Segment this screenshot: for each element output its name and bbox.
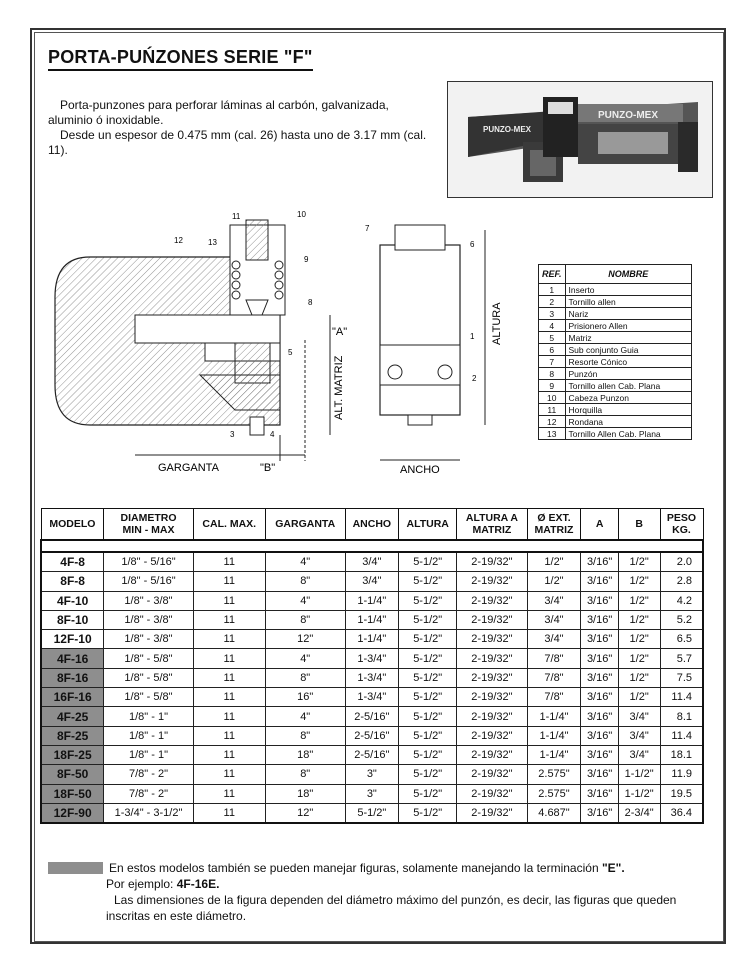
spec-cell: 2-19/32" [457,668,527,687]
spec-cell: 5-1/2" [345,803,398,823]
spec-cell: 1/8" - 5/8" [104,668,193,687]
spec-cell: 5-1/2" [399,745,457,764]
spec-cell: 1/2" [618,610,660,629]
spec-header: ALTURA A MATRIZ [457,509,527,541]
spec-cell: 8" [265,765,345,784]
shade-legend-swatch [48,862,103,874]
spec-cell: 1-1/2" [618,765,660,784]
callout-2: 2 [472,374,477,383]
spec-cell: 1/8" - 3/8" [104,591,193,610]
ref-row [539,368,692,380]
photo-brand-label-2: PUNZO-MEX [483,125,531,134]
spec-row [41,688,703,707]
ref-number: 9 [539,380,566,392]
spec-cell: 11 [193,591,265,610]
ref-number: 2 [539,296,566,308]
spec-cell: 1/8" - 5/16" [104,552,193,572]
spec-cell: 1/2" [618,649,660,668]
spec-cell: 2-19/32" [457,572,527,591]
spec-cell: 3/4" [345,572,398,591]
spec-cell: 3/4" [618,726,660,745]
callout-11: 11 [232,212,241,221]
model-cell: 4F-8 [41,552,104,572]
ref-name: Rondana [565,416,691,428]
page-title: PORTA-PUŃZONES SERIE "F" [48,47,313,71]
spec-cell: 1/2" [618,668,660,687]
ref-name: Tornillo allen [565,296,691,308]
spec-cell: 2.575" [527,765,581,784]
ref-row [539,404,692,416]
model-cell: 8F-50 [41,765,104,784]
model-cell: 18F-25 [41,745,104,764]
callout-8: 8 [308,298,313,307]
spec-cell: 4" [265,591,345,610]
spec-cell: 1-1/4" [345,591,398,610]
spec-cell: 4" [265,707,345,726]
ref-number: 3 [539,308,566,320]
spec-cell: 3/16" [581,572,618,591]
ref-name: Punzón [565,368,691,380]
peso-cell: 36.4 [660,803,703,823]
intro-text [48,98,428,158]
intro-paragraph-1: Porta-punzones para perforar láminas al carbón, galvanizada, aluminio ó inoxidable. [48,98,389,127]
model-cell: 8F-10 [41,610,104,629]
peso-cell: 5.7 [660,649,703,668]
spec-cell: 7/8" [527,668,581,687]
callout-5: 5 [288,348,293,357]
ref-number: 11 [539,404,566,416]
spec-cell: 1/8" - 1" [104,745,193,764]
model-cell: 12F-90 [41,803,104,823]
spec-cell: 5-1/2" [399,572,457,591]
spec-header: PESO KG. [660,509,703,541]
spec-cell: 7/8" - 2" [104,765,193,784]
callout-12: 12 [174,236,183,245]
spec-cell: 1/8" - 5/8" [104,688,193,707]
ref-name: Horquilla [565,404,691,416]
spec-cell: 5-1/2" [399,784,457,803]
spec-cell: 16" [265,688,345,707]
note-example: 4F-16E. [176,877,220,891]
ref-row [539,380,692,392]
spec-cell: 3/4" [618,745,660,764]
ref-number: 13 [539,428,566,440]
peso-cell: 5.2 [660,610,703,629]
spec-cell: 1-3/4" [345,649,398,668]
spec-cell: 2-19/32" [457,610,527,629]
spec-cell: 1-1/4" [345,630,398,649]
spec-row [41,765,703,784]
spec-cell: 11 [193,784,265,803]
model-cell: 12F-10 [41,630,104,649]
ref-number: 5 [539,332,566,344]
spec-cell: 3/16" [581,591,618,610]
spec-cell: 1/2" [618,630,660,649]
spec-cell: 11 [193,630,265,649]
spec-cell: 8" [265,610,345,629]
spec-cell: 1/8" - 3/8" [104,610,193,629]
spec-cell: 2-19/32" [457,745,527,764]
spec-cell: 8" [265,726,345,745]
spec-cell: 12" [265,630,345,649]
spec-cell: 2-19/32" [457,707,527,726]
ref-row [539,416,692,428]
ref-number: 10 [539,392,566,404]
callout-9: 9 [304,255,309,264]
spec-cell: 3/16" [581,803,618,823]
peso-cell: 6.5 [660,630,703,649]
spec-cell: 1/8" - 3/8" [104,630,193,649]
ref-name: Nariz [565,308,691,320]
label-ancho: ANCHO [400,464,440,476]
spec-row [41,630,703,649]
spec-cell: 1/8" - 5/16" [104,572,193,591]
note-example-prefix: Por ejemplo: [106,877,174,891]
ref-number: 4 [539,320,566,332]
peso-cell: 18.1 [660,745,703,764]
spec-cell: 3/4" [527,610,581,629]
ref-name: Cabeza Punzon [565,392,691,404]
ref-header: REF. [539,265,566,284]
spec-cell: 1/2" [618,688,660,707]
model-cell: 4F-16 [41,649,104,668]
spec-cell: 3/4" [527,630,581,649]
ref-row [539,320,692,332]
spec-cell: 4" [265,552,345,572]
model-cell: 8F-16 [41,668,104,687]
specifications-table [40,508,704,824]
spec-cell: 7/8" - 2" [104,784,193,803]
spec-cell: 3" [345,765,398,784]
ref-name: Resorte Cónico [565,356,691,368]
peso-cell: 2.8 [660,572,703,591]
spec-cell: 7/8" [527,688,581,707]
spec-cell: 8" [265,572,345,591]
ref-row [539,296,692,308]
spec-cell: 1/2" [618,591,660,610]
spec-header: CAL. MAX. [193,509,265,541]
spec-row [41,591,703,610]
spec-cell: 2-19/32" [457,649,527,668]
label-garganta: GARGANTA [158,462,219,474]
spec-cell: 1-3/4" [345,688,398,707]
ref-row [539,308,692,320]
spec-cell: 5-1/2" [399,726,457,745]
spec-cell: 11 [193,610,265,629]
spec-cell: 1/2" [618,572,660,591]
spec-cell: 2-19/32" [457,591,527,610]
spec-row [41,726,703,745]
spec-cell: 2-19/32" [457,726,527,745]
spec-cell: 3/16" [581,745,618,764]
ref-name: Inserto [565,284,691,296]
technical-drawing [50,205,530,480]
callout-10: 10 [297,210,306,219]
spec-cell: 2-19/32" [457,803,527,823]
spec-cell: 2-19/32" [457,784,527,803]
spec-cell: 1/8" - 1" [104,726,193,745]
spec-cell: 2.575" [527,784,581,803]
ref-name: Matriz [565,332,691,344]
model-cell: 16F-16 [41,688,104,707]
note-term: "E". [601,861,625,875]
spec-cell: 5-1/2" [399,803,457,823]
spec-cell: 2-19/32" [457,630,527,649]
spec-row [41,552,703,572]
peso-cell: 4.2 [660,591,703,610]
spec-row [41,803,703,823]
ref-row [539,356,692,368]
spec-cell: 11 [193,552,265,572]
footnote [48,860,688,924]
spec-cell: 5-1/2" [399,552,457,572]
note-line-3: Las dimensiones de la figura dependen del diámetro máximo del punzón, es decir, las figuras que queden inscritas en este diámetro. [106,893,677,923]
spec-row [41,707,703,726]
spec-cell: 5-1/2" [399,707,457,726]
peso-cell: 11.4 [660,688,703,707]
spec-cell: 2-19/32" [457,765,527,784]
callout-1: 1 [470,332,475,341]
parts-reference-table [538,264,692,440]
peso-cell: 11.4 [660,726,703,745]
spec-cell: 11 [193,688,265,707]
ref-row [539,284,692,296]
ref-number: 8 [539,368,566,380]
spec-cell: 18" [265,745,345,764]
spec-cell: 11 [193,803,265,823]
spec-header: GARGANTA [265,509,345,541]
spec-cell: 8" [265,668,345,687]
ref-number: 12 [539,416,566,428]
model-cell: 4F-10 [41,591,104,610]
spec-cell: 3/4" [345,552,398,572]
spec-cell: 2-3/4" [618,803,660,823]
peso-cell: 8.1 [660,707,703,726]
spec-cell: 3/16" [581,649,618,668]
spec-cell: 5-1/2" [399,591,457,610]
nombre-header: NOMBRE [565,265,691,284]
spec-cell: 1-1/4" [527,745,581,764]
photo-brand-label: PUNZO-MEX [598,110,658,121]
peso-cell: 11.9 [660,765,703,784]
label-a: "A" [332,326,348,338]
spec-cell: 11 [193,668,265,687]
spec-cell: 1/2" [527,552,581,572]
callout-7: 7 [365,224,370,233]
spec-cell: 1-1/4" [345,610,398,629]
callout-13: 13 [208,238,217,247]
spec-cell: 1-1/4" [527,726,581,745]
spec-cell: 5-1/2" [399,649,457,668]
spec-cell: 1-3/4" [345,668,398,687]
spec-cell: 18" [265,784,345,803]
spec-cell: 2-19/32" [457,688,527,707]
spec-row [41,784,703,803]
spec-cell: 1/8" - 1" [104,707,193,726]
peso-cell: 2.0 [660,552,703,572]
ref-name: Tornillo allen Cab. Plana [565,380,691,392]
peso-cell: 19.5 [660,784,703,803]
spec-header: Ø EXT. MATRIZ [527,509,581,541]
ref-row [539,428,692,440]
spec-cell: 3/16" [581,707,618,726]
spec-cell: 3/16" [581,552,618,572]
spec-cell: 3/16" [581,765,618,784]
spec-cell: 3/16" [581,630,618,649]
model-cell: 8F-8 [41,572,104,591]
spec-header: B [618,509,660,541]
ref-row [539,332,692,344]
spec-cell: 2-5/16" [345,707,398,726]
spec-cell: 3/16" [581,784,618,803]
spec-cell: 3/16" [581,610,618,629]
peso-cell: 7.5 [660,668,703,687]
ref-number: 6 [539,344,566,356]
spec-cell: 1-3/4" - 3-1/2" [104,803,193,823]
spec-cell: 2-19/32" [457,552,527,572]
spec-cell: 3/16" [581,668,618,687]
spec-cell: 4.687" [527,803,581,823]
ref-row [539,392,692,404]
spec-cell: 5-1/2" [399,610,457,629]
spec-row [41,668,703,687]
spec-cell: 11 [193,745,265,764]
spec-cell: 3" [345,784,398,803]
spec-cell: 1-1/2" [618,784,660,803]
spec-cell: 3/4" [618,707,660,726]
spec-cell: 7/8" [527,649,581,668]
model-cell: 4F-25 [41,707,104,726]
spec-cell: 11 [193,726,265,745]
spec-row [41,649,703,668]
spec-header: A [581,509,618,541]
spec-header: MODELO [41,509,104,541]
spec-header: ALTURA [399,509,457,541]
ref-name: Tornillo Allen Cab. Plana [565,428,691,440]
spec-cell: 1/2" [527,572,581,591]
spec-row [41,572,703,591]
callout-3: 3 [230,430,235,439]
model-cell: 8F-25 [41,726,104,745]
spec-cell: 11 [193,765,265,784]
spec-cell: 2-5/16" [345,726,398,745]
spec-cell: 3/4" [527,591,581,610]
spec-cell: 11 [193,649,265,668]
intro-paragraph-2: Desde un espesor de 0.475 mm (cal. 26) hasta uno de 3.17 mm (cal. 11). [48,128,427,157]
spec-cell: 3/16" [581,726,618,745]
label-alt-matriz: ALT. MATRIZ [333,355,345,420]
ref-name: Prisionero Allen [565,320,691,332]
ref-number: 1 [539,284,566,296]
ref-row [539,344,692,356]
product-photo [447,81,713,198]
model-cell: 18F-50 [41,784,104,803]
spec-header: DIAMETRO MIN - MAX [104,509,193,541]
note-line-1: En estos modelos también se pueden manejar figuras, solamente manejando la terminación [109,861,599,875]
spec-cell: 3/16" [581,688,618,707]
spec-cell: 11 [193,572,265,591]
callout-6: 6 [470,240,475,249]
spec-cell: 1/8" - 5/8" [104,649,193,668]
callout-4: 4 [270,430,275,439]
ref-number: 7 [539,356,566,368]
spec-cell: 11 [193,707,265,726]
label-b: "B" [260,462,276,474]
spec-header: ANCHO [345,509,398,541]
spec-cell: 5-1/2" [399,630,457,649]
punch-holder-illustration [448,82,712,197]
spec-cell: 12" [265,803,345,823]
label-altura: ALTURA [491,302,503,345]
spec-cell: 5-1/2" [399,765,457,784]
spec-cell: 4" [265,649,345,668]
spec-cell: 2-5/16" [345,745,398,764]
cross-section-drawing [50,205,530,480]
spec-cell: 1-1/4" [527,707,581,726]
spec-cell: 5-1/2" [399,668,457,687]
ref-name: Sub conjunto Guia [565,344,691,356]
spec-row [41,745,703,764]
spec-row [41,610,703,629]
spec-cell: 5-1/2" [399,688,457,707]
spec-cell: 1/2" [618,552,660,572]
